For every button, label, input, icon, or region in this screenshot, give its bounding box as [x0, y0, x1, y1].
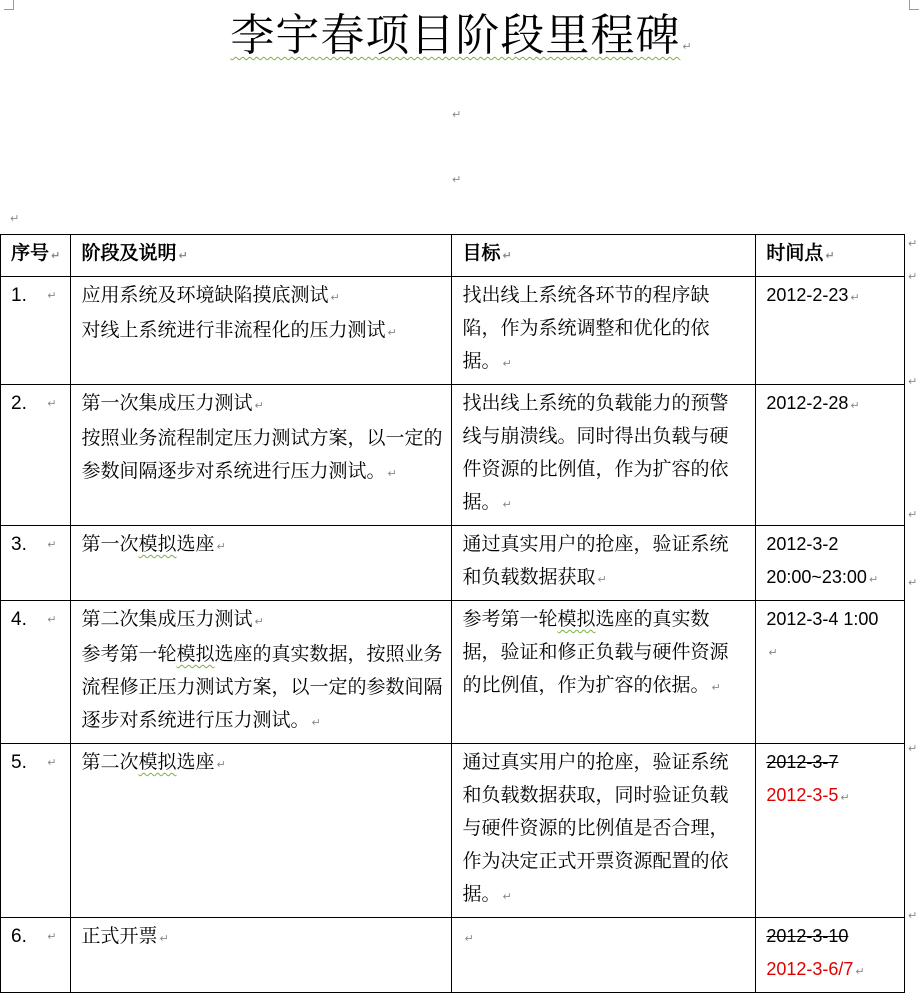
- row-end-mark: ↵: [908, 508, 918, 521]
- cell-stage: 第一次集成压力测试 ↵ 按照业务流程制定压力测试方案，以一定的参数间隔逐步对系统进行压力测试。 ↵: [71, 385, 452, 526]
- row-end-mark: ↵: [908, 375, 918, 388]
- header-stage: 阶段及说明 ↵: [71, 235, 452, 277]
- original-time: 2012-3-10: [766, 926, 849, 946]
- row-end-mark: ↵: [908, 237, 918, 250]
- header-number: 序号 ↵: [1, 235, 71, 277]
- cell-stage: 应用系统及环境缺陷摸底测试 ↵ 对线上系统进行非流程化的压力测试 ↵: [71, 277, 452, 385]
- cell-stage: 第二次模拟选座 ↵: [71, 744, 452, 918]
- header-goal: 目标 ↵: [452, 235, 756, 277]
- cell-goal: 找出线上系统的负载能力的预警线与崩溃线。同时得出负载与硬件资源的比例值，作为扩容的依据。 ↵: [452, 385, 756, 526]
- row-end-mark: ↵: [908, 909, 918, 922]
- stage-title: 第一次集成压力测试: [81, 392, 253, 414]
- header-time: 时间点 ↵: [756, 235, 905, 277]
- cell-goal: 通过真实用户的抢座，验证系统和负载数据获取 ↵: [452, 526, 756, 601]
- document-title: 李宇春项目阶段里程碑 ↵: [230, 10, 693, 61]
- table-row: [1, 526, 905, 601]
- document-title-text: 李宇春项目阶段里程碑: [230, 10, 681, 61]
- cell-time: 2012-2-23 ↵: [756, 277, 905, 385]
- original-time: 2012-3-7: [766, 752, 839, 772]
- cell-time: 2012-3-2 20:00~23:00 ↵: [756, 526, 905, 601]
- row-end-mark: ↵: [908, 742, 918, 755]
- cell-stage: 正式开票 ↵: [71, 918, 452, 993]
- row-end-mark: ↵: [908, 270, 918, 283]
- cell-number: 3. ↵: [1, 526, 71, 601]
- cell-goal: 通过真实用户的抢座，验证系统和负载数据获取，同时验证负载与硬件资源的比例值是否合理，作为决定正式开票资源配置的依据。 ↵: [452, 744, 756, 918]
- cell-stage: 第一次模拟选座 ↵: [71, 526, 452, 601]
- stage-desc: 按照业务流程制定压力测试方案，以一定的参数间隔逐步对系统进行压力测试。: [81, 427, 443, 482]
- paragraph-mark: ↵: [10, 212, 20, 225]
- cell-time: 2012-3-4 1:00 ↵: [756, 601, 905, 744]
- revised-time: 2012-3-5: [766, 785, 839, 805]
- stage-desc: 对线上系统进行非流程化的压力测试: [81, 319, 386, 341]
- table-row: [1, 601, 905, 744]
- revised-time: 2012-3-6/7: [766, 959, 854, 979]
- table-row: [1, 277, 905, 385]
- cell-time: 2012-3-10 2012-3-6/7 ↵: [756, 918, 905, 993]
- table-row: [1, 918, 905, 993]
- cell-number: 6. ↵: [1, 918, 71, 993]
- table-row: [1, 744, 905, 918]
- cell-time: 2012-2-28 ↵: [756, 385, 905, 526]
- stage-title: 应用系统及环境缺陷摸底测试: [81, 284, 329, 306]
- cell-time: 2012-3-7 2012-3-5 ↵: [756, 744, 905, 918]
- paragraph-mark: ↵: [452, 173, 462, 186]
- cell-number: 4. ↵: [1, 601, 71, 744]
- cell-number: 1. ↵: [1, 277, 71, 385]
- paragraph-mark: ↵: [452, 108, 462, 121]
- table-header-row: [1, 235, 905, 277]
- cell-number: 5. ↵: [1, 744, 71, 918]
- cell-goal: 找出线上系统各环节的程序缺陷，作为系统调整和优化的依据。 ↵: [452, 277, 756, 385]
- row-end-mark: ↵: [908, 576, 918, 589]
- table-row: [1, 385, 905, 526]
- cell-number: 2. ↵: [1, 385, 71, 526]
- cell-stage: 第二次集成压力测试 ↵ 参考第一轮模拟选座的真实数据，按照业务流程修正压力测试方案，以一定的参数间隔逐步对系统进行压力测试。 ↵: [71, 601, 452, 744]
- cell-goal: 参考第一轮模拟选座的真实数据，验证和修正负载与硬件资源的比例值，作为扩容的依据。 ↵: [452, 601, 756, 744]
- cell-goal: ↵: [452, 918, 756, 993]
- milestone-table: [0, 234, 905, 993]
